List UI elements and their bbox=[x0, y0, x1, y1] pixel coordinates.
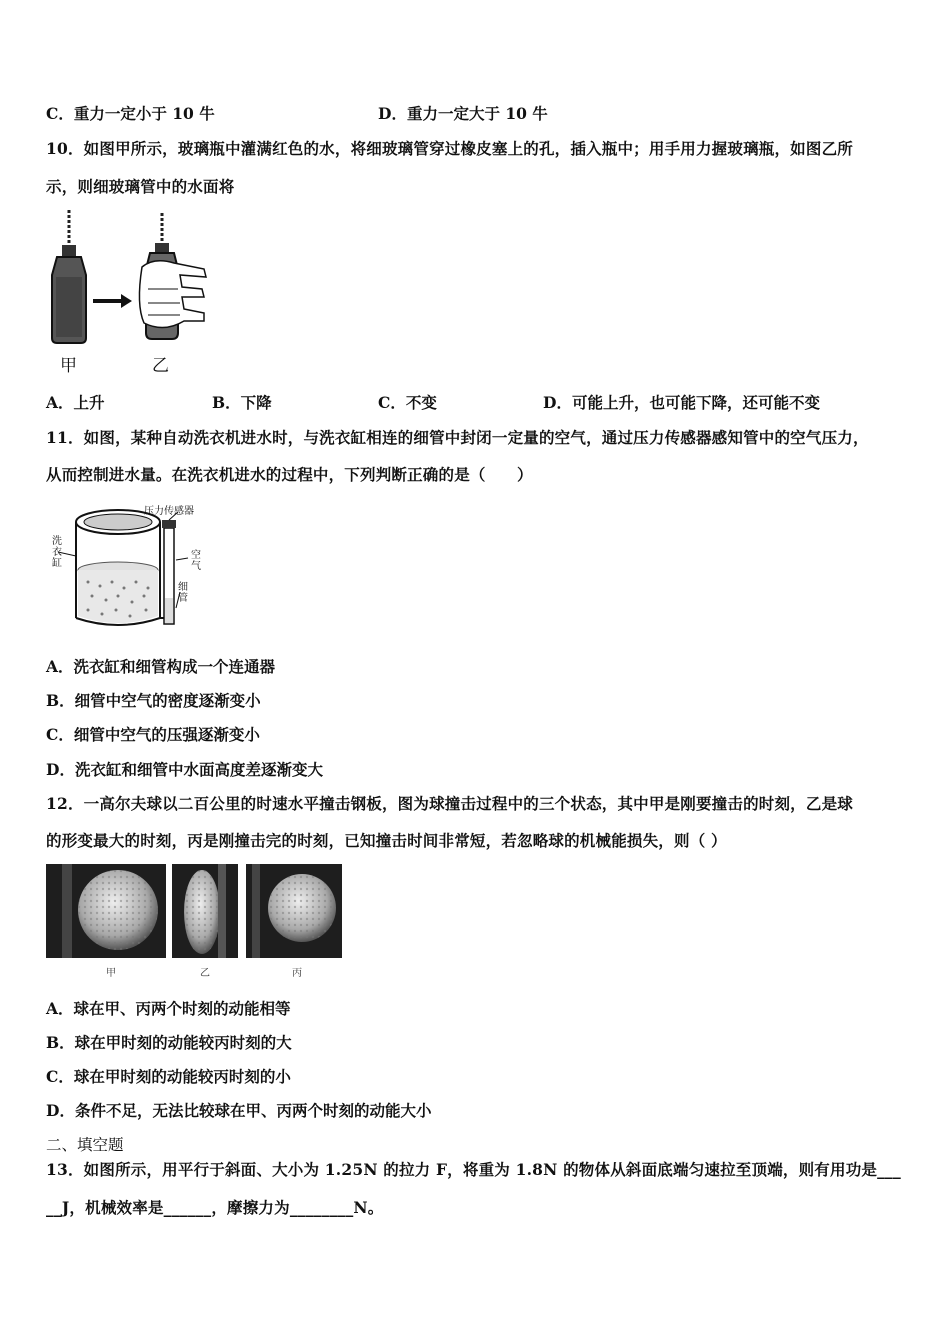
q10-figure bbox=[44, 205, 219, 377]
q11-stem-line1: 11．如图，某种自动洗衣机进水时，与洗衣缸相连的细管中封闭一定量的空气，通过压力传感器感知管中的空气压力， bbox=[46, 428, 869, 447]
q10-stem-line1: 10．如图甲所示，玻璃瓶中灌满红色的水，将细玻璃管穿过橡皮塞上的孔，插入瓶中；用手用力握玻璃瓶，如图乙所 bbox=[46, 139, 853, 158]
q10-option-d: D．可能上升，也可能下降，还可能不变 bbox=[543, 393, 820, 412]
q9-option-c: C．重力一定小于 10 牛 bbox=[46, 104, 215, 123]
q13-stem-line2: __J，机械效率是______，摩擦力为________N。 bbox=[46, 1198, 384, 1217]
q11-stem-line2: 从而控制进水量。在洗衣机进水的过程中，下列判断正确的是（ ） bbox=[46, 465, 533, 484]
q12-option-a: A．球在甲、丙两个时刻的动能相等 bbox=[46, 999, 291, 1018]
q11-label-air: 空气 bbox=[191, 550, 201, 572]
q11-label-tub: 洗衣缸 bbox=[52, 536, 62, 569]
q10-option-b: B．下降 bbox=[212, 393, 272, 412]
q9-option-d: D．重力一定大于 10 牛 bbox=[378, 104, 548, 123]
q11-label-sensor: 压力传感器 bbox=[144, 506, 194, 517]
q10-label-jia: 甲 bbox=[60, 356, 77, 376]
q12-figure bbox=[46, 862, 344, 980]
q10-option-a: A．上升 bbox=[46, 393, 105, 412]
q12-option-b: B．球在甲时刻的动能较丙时刻的大 bbox=[46, 1033, 292, 1052]
q11-option-d: D．洗衣缸和细管中水面高度差逐渐变大 bbox=[46, 760, 323, 779]
q10-label-yi: 乙 bbox=[152, 356, 169, 376]
q12-label-yi: 乙 bbox=[200, 968, 210, 979]
q10-stem-line2: 示，则细玻璃管中的水面将 bbox=[46, 177, 235, 196]
q12-label-bing: 丙 bbox=[292, 968, 302, 979]
q10-option-c: C．不变 bbox=[378, 393, 437, 412]
q11-option-c: C．细管中空气的压强逐渐变小 bbox=[46, 725, 260, 744]
q13-stem-line1: 13．如图所示，用平行于斜面、大小为 1.25N 的拉力 F，将重为 1.8N 的物体从斜面底端匀速拉至顶端，则有用功是___ bbox=[46, 1160, 901, 1179]
q12-stem-line2: 的形变最大的时刻，丙是刚撞击完的时刻，已知撞击时间非常短，若忽略球的机械能损失，则（ ） bbox=[46, 831, 727, 850]
q11-label-tube: 细管 bbox=[178, 582, 188, 604]
q11-option-a: A．洗衣缸和细管构成一个连通器 bbox=[46, 657, 276, 676]
q12-label-jia: 甲 bbox=[106, 968, 116, 979]
section-title-fill-in: 二、填空题 bbox=[46, 1136, 124, 1154]
q12-stem-line1: 12．一高尔夫球以二百公里的时速水平撞击钢板，图为球撞击过程中的三个状态，其中甲是刚要撞击的时刻，乙是球 bbox=[46, 794, 853, 813]
q11-figure bbox=[48, 500, 218, 632]
q12-option-c: C．球在甲时刻的动能较丙时刻的小 bbox=[46, 1067, 291, 1086]
q11-option-b: B．细管中空气的密度逐渐变小 bbox=[46, 691, 261, 710]
q12-option-d: D．条件不足，无法比较球在甲、丙两个时刻的动能大小 bbox=[46, 1101, 432, 1120]
